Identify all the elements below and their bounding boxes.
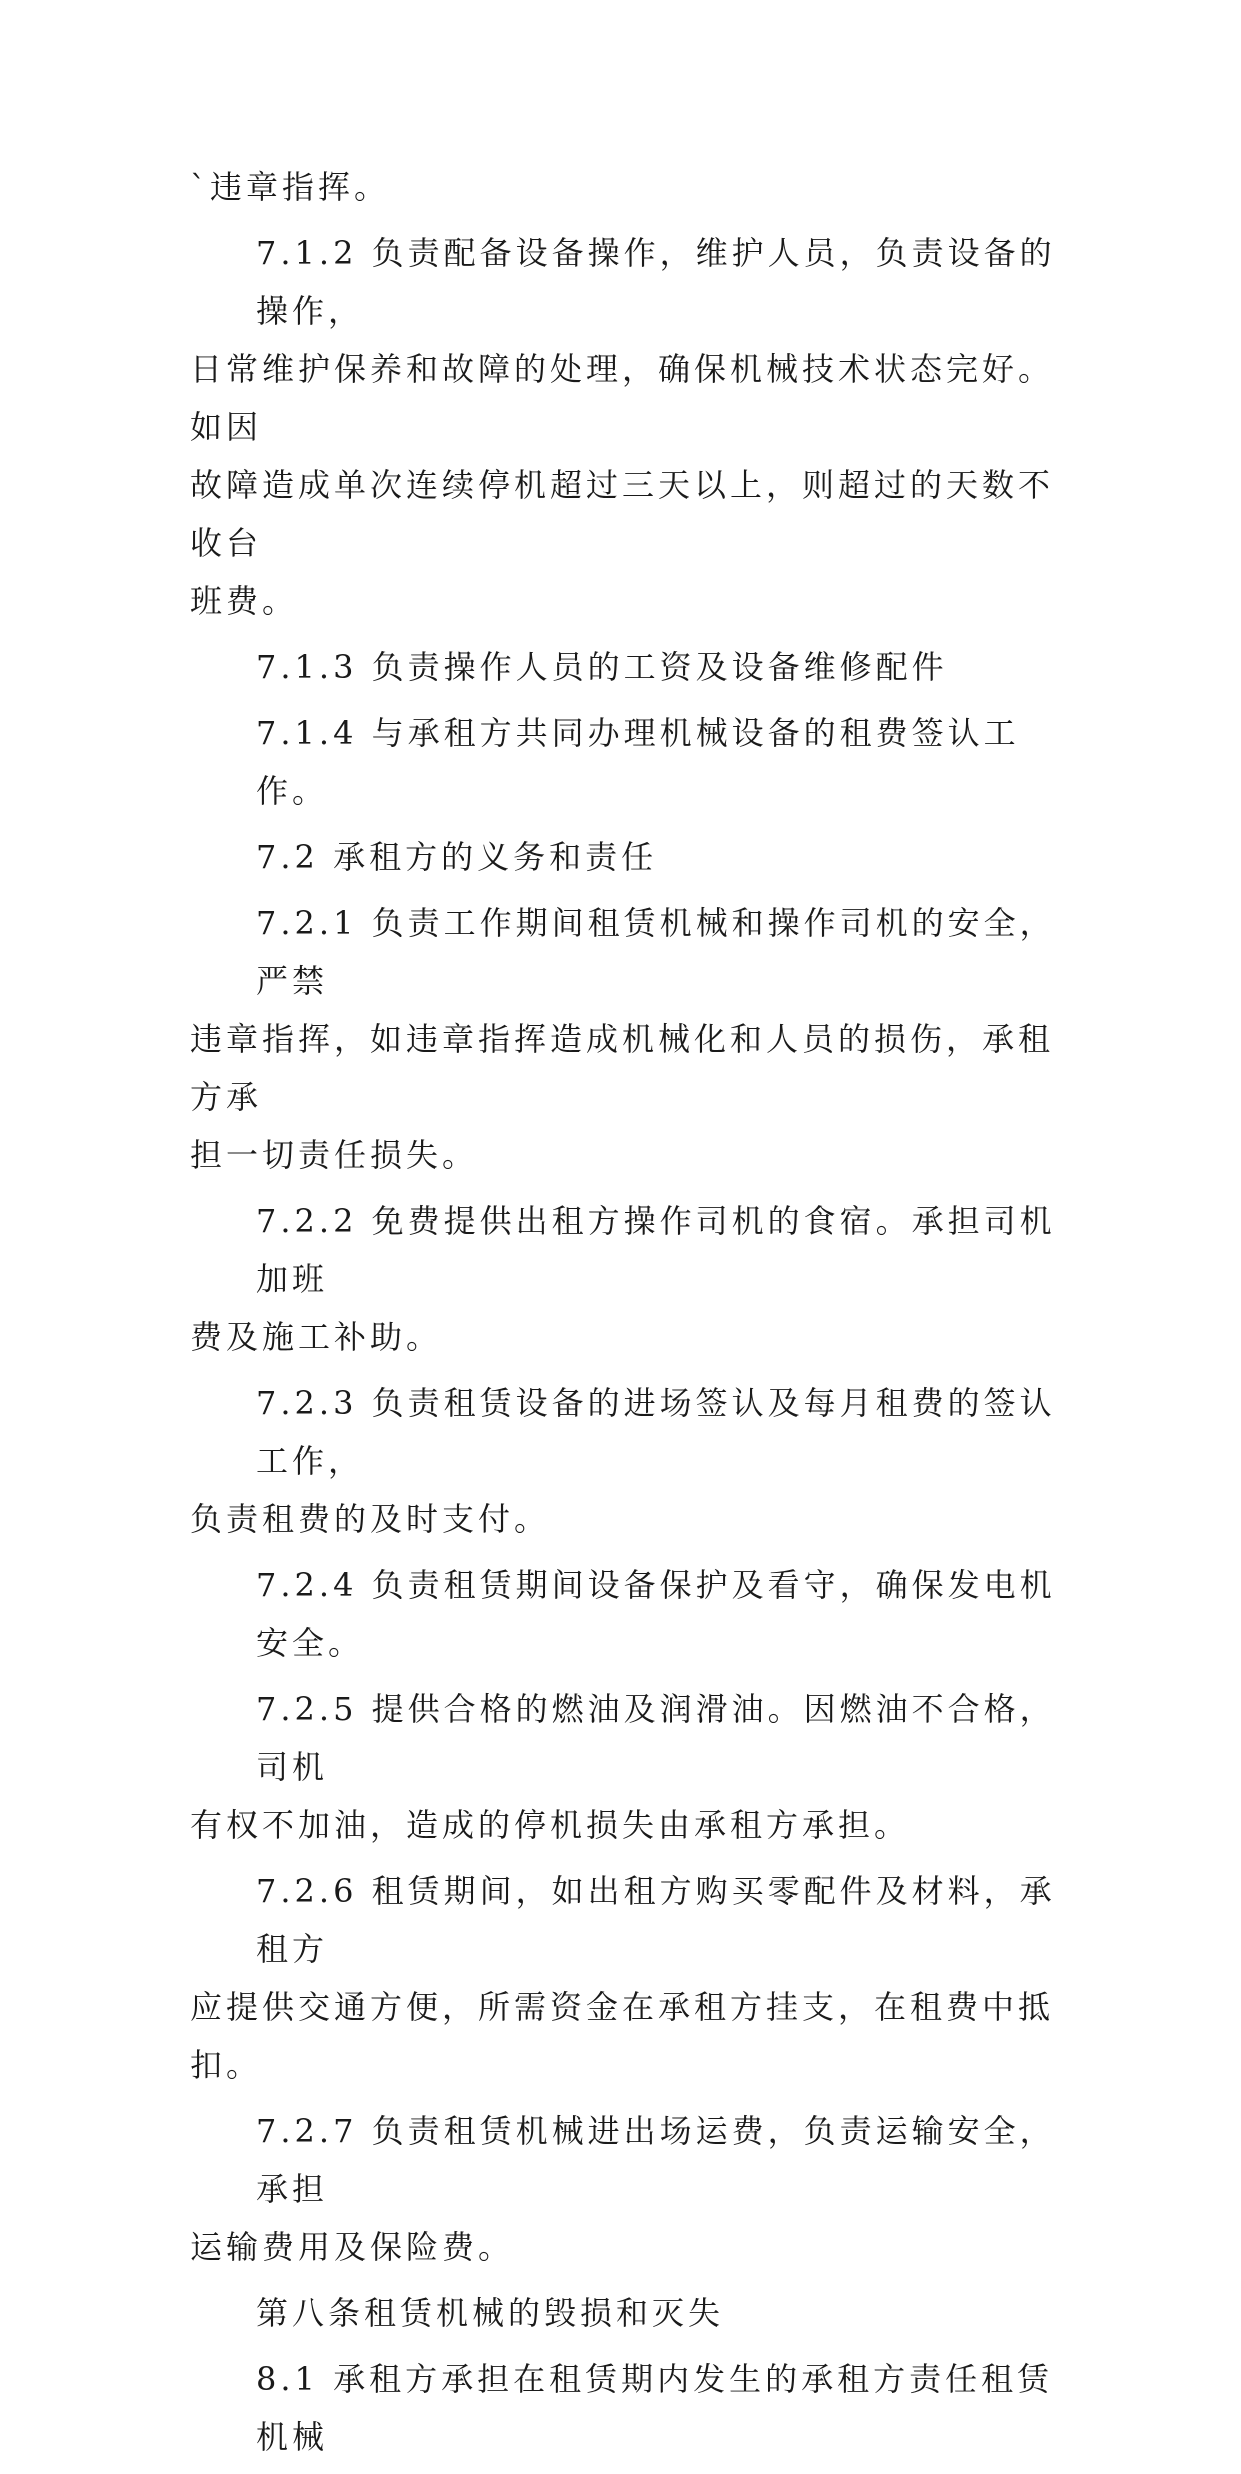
paragraph <box>190 2350 1070 2466</box>
paragraph <box>190 1374 1070 1548</box>
text-line: 应提供交通方便，所需资金在承租方挂支，在租费中抵扣。 <box>190 1988 1055 2084</box>
paragraph <box>190 894 1070 1184</box>
text-line: 7.2.1 负责工作期间租赁机械和操作司机的安全，严禁 <box>256 904 1056 1000</box>
text-line: 7.2.2 免费提供出租方操作司机的食宿。承担司机加班 <box>256 1202 1056 1298</box>
text-line: 故障造成单次连续停机超过三天以上，则超过的天数不收台 <box>190 466 1055 562</box>
text-line: 担一切责任损失。 <box>190 1136 479 1174</box>
paragraph <box>190 158 1070 216</box>
paragraph <box>190 2284 1070 2342</box>
text-line: 7.1.2 负责配备设备操作，维护人员，负责设备的操作， <box>256 234 1056 330</box>
document-page <box>190 158 1070 2474</box>
paragraph <box>190 1192 1070 1366</box>
text-line: 7.2.7 负责租赁机械进出场运费，负责运输安全，承担 <box>256 2112 1056 2208</box>
text-line: 7.2.3 负责租赁设备的进场签认及每月租费的签认工作， <box>256 1384 1056 1480</box>
paragraph <box>190 828 1070 886</box>
text-line: 费及施工补助。 <box>190 1318 443 1356</box>
text-line: 7.1.3 负责操作人员的工资及设备维修配件 <box>256 648 948 686</box>
text-line: 日常维护保养和故障的处理，确保机械技术状态完好。如因 <box>190 350 1055 446</box>
paragraph <box>190 1862 1070 2094</box>
section-heading: 第八条租赁机械的毁损和灭失 <box>256 2294 725 2332</box>
paragraph <box>190 2102 1070 2276</box>
text-line: 7.2.5 提供合格的燃油及润滑油。因燃油不合格，司机 <box>256 1690 1056 1786</box>
text-line: 运输费用及保险费。 <box>190 2228 515 2266</box>
paragraph <box>190 1556 1070 1672</box>
text-line: 违章指挥，如违章指挥造成机械化和人员的损伤，承租方承 <box>190 1020 1055 1116</box>
paragraph <box>190 1680 1070 1854</box>
text-line: 负责租费的及时支付。 <box>190 1500 551 1538</box>
text-line: 7.2.4 负责租赁期间设备保护及看守，确保发电机安全。 <box>256 1566 1056 1662</box>
text-line: 8.1 承租方承担在租赁期内发生的承租方责任租赁机械 <box>256 2360 1054 2456</box>
paragraph <box>190 638 1070 696</box>
paragraph <box>190 224 1070 630</box>
text-line: 7.2 承租方的义务和责任 <box>256 838 658 876</box>
text-line: 7.1.4 与承租方共同办理机械设备的租费签认工作。 <box>256 714 1020 810</box>
text-line: 有权不加油，造成的停机损失由承租方承担。 <box>190 1806 911 1844</box>
text-line: 7.2.6 租赁期间，如出租方购买零配件及材料，承租方 <box>256 1872 1056 1968</box>
text-line: `违章指挥。 <box>190 168 391 206</box>
paragraph <box>190 704 1070 820</box>
text-line: 班费。 <box>190 582 299 620</box>
